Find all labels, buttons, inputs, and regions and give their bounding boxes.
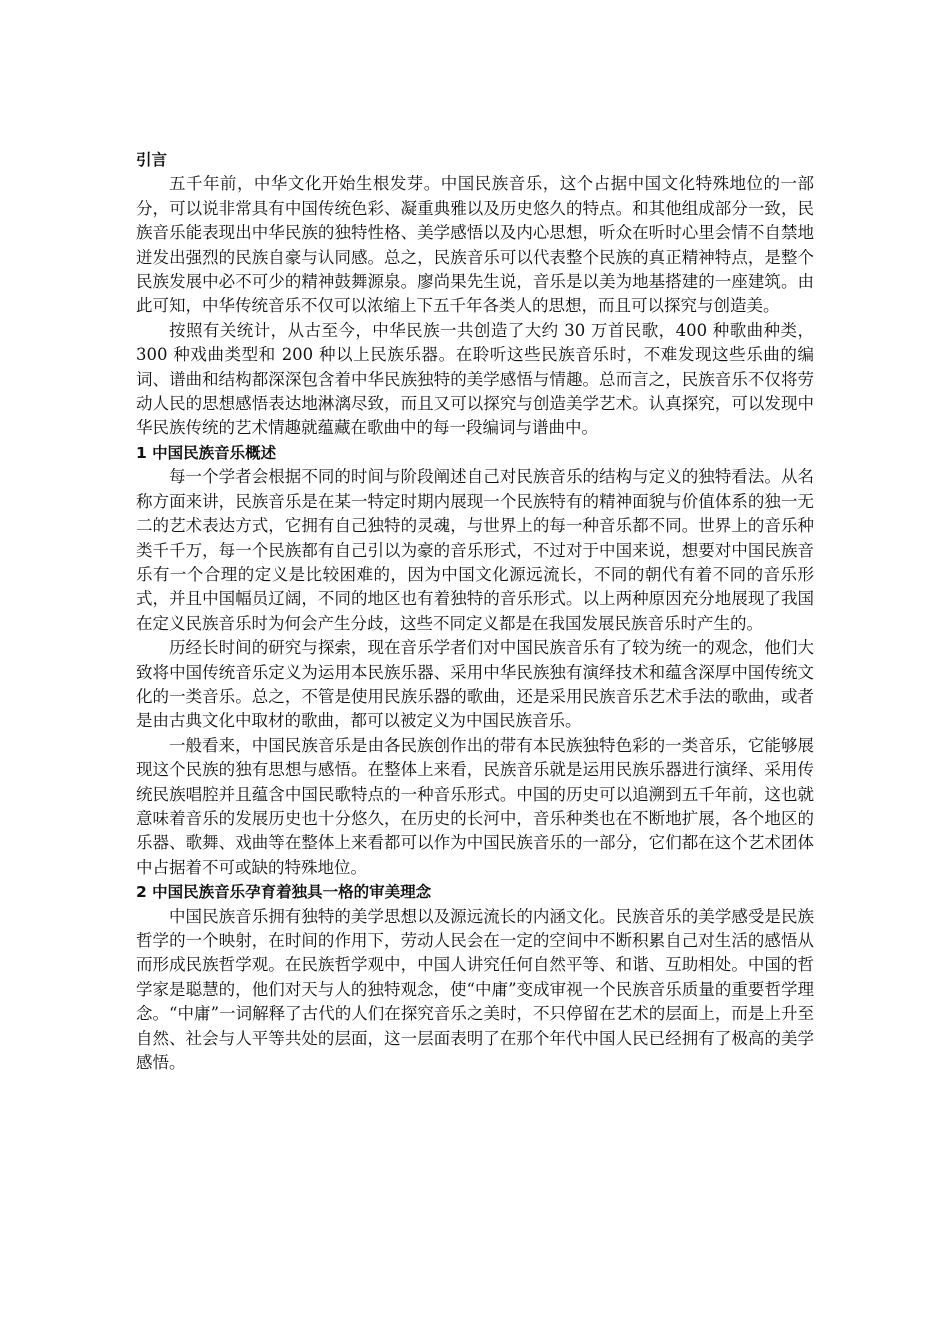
section-1-paragraph: 每一个学者会根据不同的时间与阶段阐述自己对民族音乐的结构与定义的独特看法。从名称方面来讲，民族音乐是在某一特定时期内展现一个民族特有的精神面貌与价值体系的独一无二的艺术表达方式，它拥有自己独特的灵魂，与世界上的每一种音乐都不同。世界上的音乐种类千千万，每一个民族都有自己引以为豪的音乐形式，不过对于中国来说，想要对中国民族音乐有一个合理的定义是比较困难的，因为中国文化源远流长，不同的朝代有着不同的音乐形式，并且中国幅员辽阔，不同的地区也有着独特的音乐形式。以上两种原因充分地展现了我国在定义民族音乐时为何会产生分歧，这些不同定义都是在我国发展民族音乐时产生的。	[136, 467, 814, 633]
intro-section	[136, 148, 814, 441]
section-2	[136, 880, 814, 1075]
section-2-paragraph: 中国民族音乐拥有独特的美学思想以及源远流长的内涵文化。民族音乐的美学感受是民族哲学的一个映射，在时间的作用下，劳动人民会在一定的空间中不断积累自己对生活的感悟从而形成民族哲学观。在民族哲学观中，中国人讲究任何自然平等、和谐、互助相处。中国的哲学家是聪慧的，他们对天与人的独特观念，使“中庸”变成审视一个民族音乐质量的重要哲学理念。“中庸”一词解释了古代的人们在探究音乐之美时，不只停留在艺术的层面上，而是上升至自然、社会与人平等共处的层面，这一层面表明了在那个年代中国人民已经拥有了极高的美学感悟。	[136, 906, 814, 1073]
intro-heading: 引言	[136, 151, 168, 169]
section-1-paragraph: 一般看来，中国民族音乐是由各民族创作出的带有本民族独特色彩的一类音乐，它能够展现这个民族的独有思想与感悟。在整体上来看，民族音乐就是运用民族乐器进行演绎、采用传统民族唱腔并且蕴含中国民歌特点的一种音乐形式。中国的历史可以追溯到五千年前，这也就意味着音乐的发展历史也十分悠久，在历史的长河中，音乐种类也在不断地扩展，各个地区的乐器、歌舞、戏曲等在整体上来看都可以作为中国民族音乐的一部分，它们都在这个艺术团体中占据着不可或缺的特殊地位。	[136, 735, 814, 877]
section-1-paragraph: 历经长时间的研究与探索，现在音乐学者们对中国民族音乐有了较为统一的观念，他们大致将中国传统音乐定义为运用本民族乐器、采用中华民族独有演绎技术和蕴含深厚中国传统文化的一类音乐。总之，不管是使用民族乐器的歌曲，还是采用民族音乐艺术手法的歌曲，或者是由古典文化中取材的歌曲，都可以被定义为中国民族音乐。	[136, 638, 814, 731]
intro-paragraph: 按照有关统计，从古至今，中华民族一共创造了大约 30 万首民歌，400 种歌曲种类，300 种戏曲类型和 200 种以上民族乐器。在聆听这些民族音乐时，不难发现这些乐曲的编词、谱曲和结构都深深包含着中华民族独特的美学感悟与情趣。总而言之，民族音乐不仅将劳动人民的思想感悟表达地淋漓尽致，而且又可以探究与创造美学艺术。认真探究，可以发现中华民族传统的艺术情趣就蕴藏在歌曲中的每一段编词与谱曲中。	[136, 320, 814, 438]
section-1	[136, 441, 814, 880]
section-1-heading: 1 中国民族音乐概述	[136, 443, 277, 462]
section-2-heading: 2 中国民族音乐孕育着独具一格的审美理念	[136, 883, 432, 902]
document-page	[136, 148, 814, 1075]
intro-paragraph: 五千年前，中华文化开始生根发芽。中国民族音乐，这个占据中国文化特殊地位的一部分，可以说非常具有中国传统色彩、凝重典雅以及历史悠久的特点。和其他组成部分一致，民族音乐能表现出中华民族的独特性格、美学感悟以及内心思想，听众在听时心里会情不自禁地迸发出强烈的民族自豪与认同感。总之，民族音乐可以代表整个民族的真正精神特点，是整个民族发展中必不可少的精神鼓舞源泉。廖尚果先生说，音乐是以美为地基搭建的一座建筑。由此可知，中华传统音乐不仅可以浓缩上下五千年各类人的思想，而且可以探究与创造美。	[136, 174, 814, 316]
